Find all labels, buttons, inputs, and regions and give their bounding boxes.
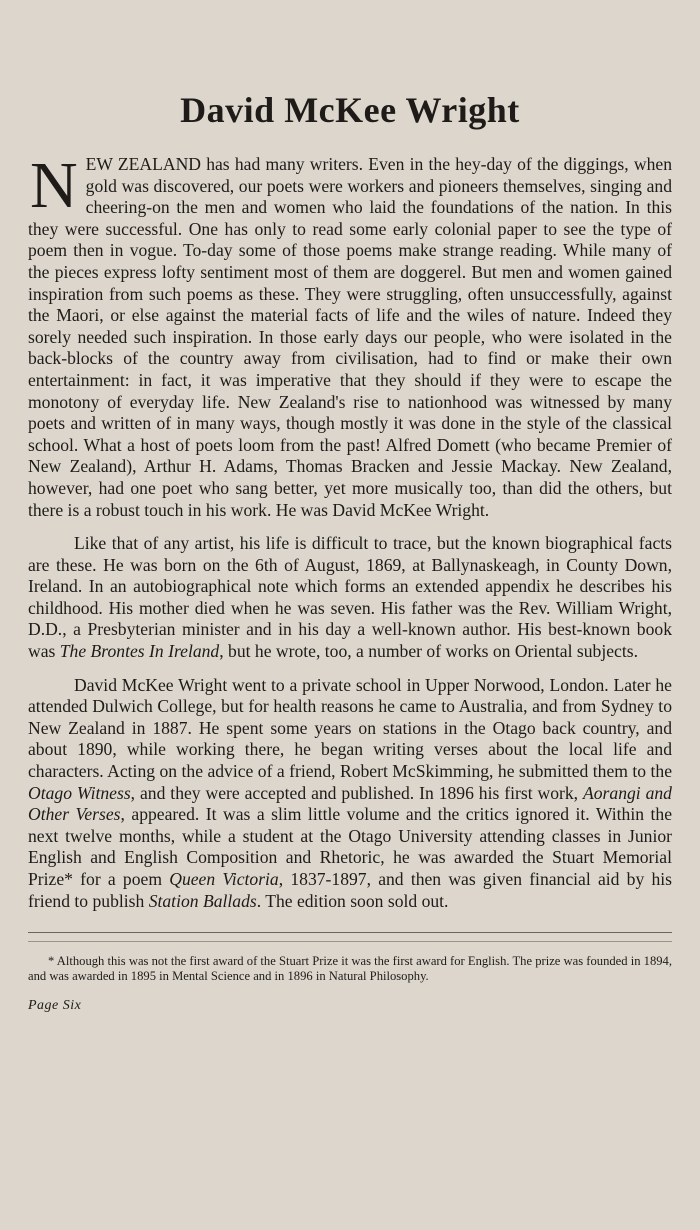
drop-cap: N: [30, 149, 78, 222]
book-title: The Brontes In Ireland: [59, 641, 220, 662]
work-title: Aorangi and Other Verses: [28, 782, 672, 825]
footnote-divider: [28, 932, 672, 942]
page-title: David McKee Wright: [180, 90, 520, 130]
paragraph-1: [28, 149, 672, 521]
paragraph-3-text-d: , 1837-1897, and then was given financial aid by his friend to publish: [28, 869, 673, 911]
paragraph-3: [28, 675, 672, 913]
newspaper-title: Otago Witness: [28, 782, 131, 803]
paragraph-3-text-b: , and they were accepted and published. In 1896 his first work,: [130, 782, 583, 803]
paragraph-2-text-a: Like that of any artist, his life is difficult to trace, but the known biographical facts are these. He was born on the 6th of August, 1869, at Ballynaskeagh, in County Down, Ireland. In an autobiographical note which forms an extended appendix he describes his childhood. His mother died when he was seven. His father was the Rev. William Wright, D.D., a Presbyterian minister and in his day a well-known author. His best-known book was: [28, 533, 672, 662]
footnote: * Although this was not the first award of the Stuart Prize it was the first award for English. The prize was founded in 1894, and was awarded in 1895 in Mental Science and in 1896 in Natural Philosophy.: [28, 954, 672, 984]
paragraph-2: [28, 533, 672, 663]
page-number: Page Six: [28, 998, 82, 1014]
poem-title: Queen Victoria: [169, 869, 279, 889]
ballads-title: Station Ballads: [148, 890, 257, 911]
paragraph-3-text-e: . The edition soon sold out.: [256, 890, 449, 911]
paragraph-1-text: EW ZEALAND has had many writers. Even in the hey-day of the diggings, when gold was discovered, our poets were workers and pioneers themselves, singing and cheering-on the men and women who laid the foundations of the nation. In this they were successful. One has only to read some early colonial paper to see the type of poem then in vogue. To-day some of those poems make strange reading. While many of the pieces express lofty sentiment most of them are doggerel. But men and women gained inspiration from such poems as these. They were struggling, often unsuccessfully, against the Maori, or else against the material facts of life and the wiles of nature. Indeed they sorely needed such inspiration. In those early days our people, who were isolated in the back-blocks of the country away from civilisation, had to find or make their own entertainment: in fact, it was imperative that they should if they were to escape the monotony of everyday life. New Zealand's rise to nationhood was witnessed by many poets and written of in many ways, though mostly it was done in the style of the classical school. What a host of poets loom from the past! Alfred Domett (who became Premier of New Zealand), Arthur H. Adams, Thomas Bracken and Jessie Mackay. New Zealand, however, had one poet who sang better, yet more musically too, than did the others, but there is a robust touch in his work. He was David McKee Wright.: [28, 154, 672, 520]
paragraph-2-text-b: , but he wrote, too, a number of works on Oriental subjects.: [219, 641, 638, 662]
paragraph-3-text-c: , appeared. It was a slim little volume and the critics ignored it. Within the next twelve months, while a student at the Otago University attending classes in Junior English and English Composition and Rhetoric, he was awarded the Stuart Memorial Prize* for a poem: [28, 804, 672, 889]
paragraph-3-text-a: David McKee Wright went to a private school in Upper Norwood, London. Later he attended Dulwich College, but for health reasons he came to Australia, and from Sydney to New Zealand in 1887. He spent some years on stations in the Otago back country, and about 1890, while working there, he began writing verses about the local life and characters. Acting on the advice of a friend, Robert McSkimming, he submitted them to the: [28, 674, 672, 782]
